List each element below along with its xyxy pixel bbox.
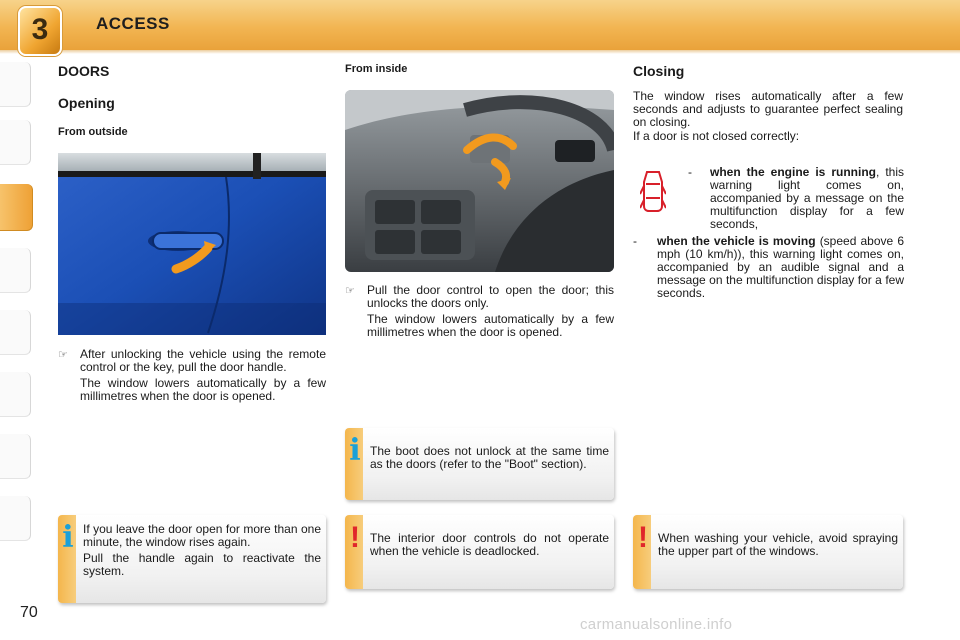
warning-item-vehicle-moving [633, 235, 904, 300]
warning-box-washing-text: When washing your vehicle, avoid spraying the upper part of the windows. [658, 531, 898, 558]
warning-item-engine-running [688, 166, 904, 231]
pointing-hand-icon: ☞ [345, 285, 355, 297]
info-box-boot-text: The boot does not unlock at the same time as the doors (refer to the "Boot" section). [370, 444, 609, 471]
side-tab-1[interactable] [0, 62, 31, 107]
side-tab-7[interactable] [0, 434, 31, 479]
photo-interior-door-control [345, 90, 614, 272]
side-tab-4[interactable] [0, 248, 31, 293]
info-icon: i [62, 520, 74, 555]
warning-exclamation-icon: ! [638, 521, 648, 554]
vehicle-moving-text [657, 235, 904, 300]
side-tab-3-active[interactable] [0, 184, 33, 231]
page-number: 70 [20, 604, 38, 621]
vehicle-moving-detail: (speed above 6 mph (10 km/h)), this warning light comes on, accompanied by an audible signal and a message on the multifunction display for a few seconds. [657, 234, 905, 300]
engine-running-bold: when the engine is running [710, 165, 876, 179]
info-box-door-open-text-2: Pull the handle again to reactivate the system. [83, 551, 321, 578]
warning-box-deadlocked [345, 515, 614, 589]
inside-instruction-block [345, 284, 614, 339]
side-tab-6[interactable] [0, 372, 31, 417]
warning-box-washing [633, 515, 903, 589]
side-tab-5[interactable] [0, 310, 31, 355]
info-box-door-open-text-1: If you leave the door open for more than one minute, the window rises again. [83, 522, 321, 549]
subheading-opening: Opening [58, 95, 115, 111]
outside-instruction-text: After unlocking the vehicle using the remote control or the key, pull the door handle. [80, 347, 326, 374]
outside-note-text: The window lowers automatically by a few millimetres when the door is opened. [80, 376, 326, 403]
chapter-title: ACCESS [96, 14, 170, 33]
subheading-closing: Closing [633, 63, 685, 79]
outside-instruction-block [58, 348, 326, 403]
header-shadow [0, 50, 960, 54]
label-from-outside: From outside [58, 126, 128, 138]
label-from-inside: From inside [345, 63, 408, 75]
inside-instruction-text: Pull the door control to open the door; this unlocks the doors only. [367, 283, 614, 310]
chapter-side-tabs [0, 62, 34, 582]
info-icon: i [349, 433, 361, 468]
section-heading-doors: DOORS [58, 63, 110, 79]
closing-paragraph: The window rises automatically after a few seconds and adjusts to guarantee perfect sealing on closing. [633, 89, 903, 129]
vehicle-moving-bold: when the vehicle is moving [657, 234, 816, 248]
warning-box-deadlocked-text: The interior door controls do not operate when the vehicle is deadlocked. [370, 531, 609, 558]
engine-running-detail: , this warning light comes on, accompanied by a message on the multifunction display for a few seconds, [710, 165, 905, 231]
watermark: carmanualsonline.info [580, 616, 733, 633]
engine-running-text [710, 166, 904, 231]
info-box-boot [345, 428, 614, 500]
info-box-door-open-body [83, 523, 321, 578]
side-tab-8[interactable] [0, 496, 31, 541]
pointing-hand-icon: ☞ [58, 349, 68, 361]
info-box-door-open [58, 515, 326, 603]
chapter-number: 3 [31, 13, 49, 46]
list-dash: - [688, 165, 692, 179]
side-tab-2[interactable] [0, 120, 31, 165]
door-open-warning-icon [640, 168, 666, 214]
photo-exterior-door-handle [58, 153, 326, 335]
door-not-closed-intro: If a door is not closed correctly: [633, 129, 800, 143]
inside-note-text: The window lowers automatically by a few millimetres when the door is opened. [367, 312, 614, 339]
warning-exclamation-icon: ! [350, 521, 360, 554]
list-dash: - [633, 234, 637, 248]
